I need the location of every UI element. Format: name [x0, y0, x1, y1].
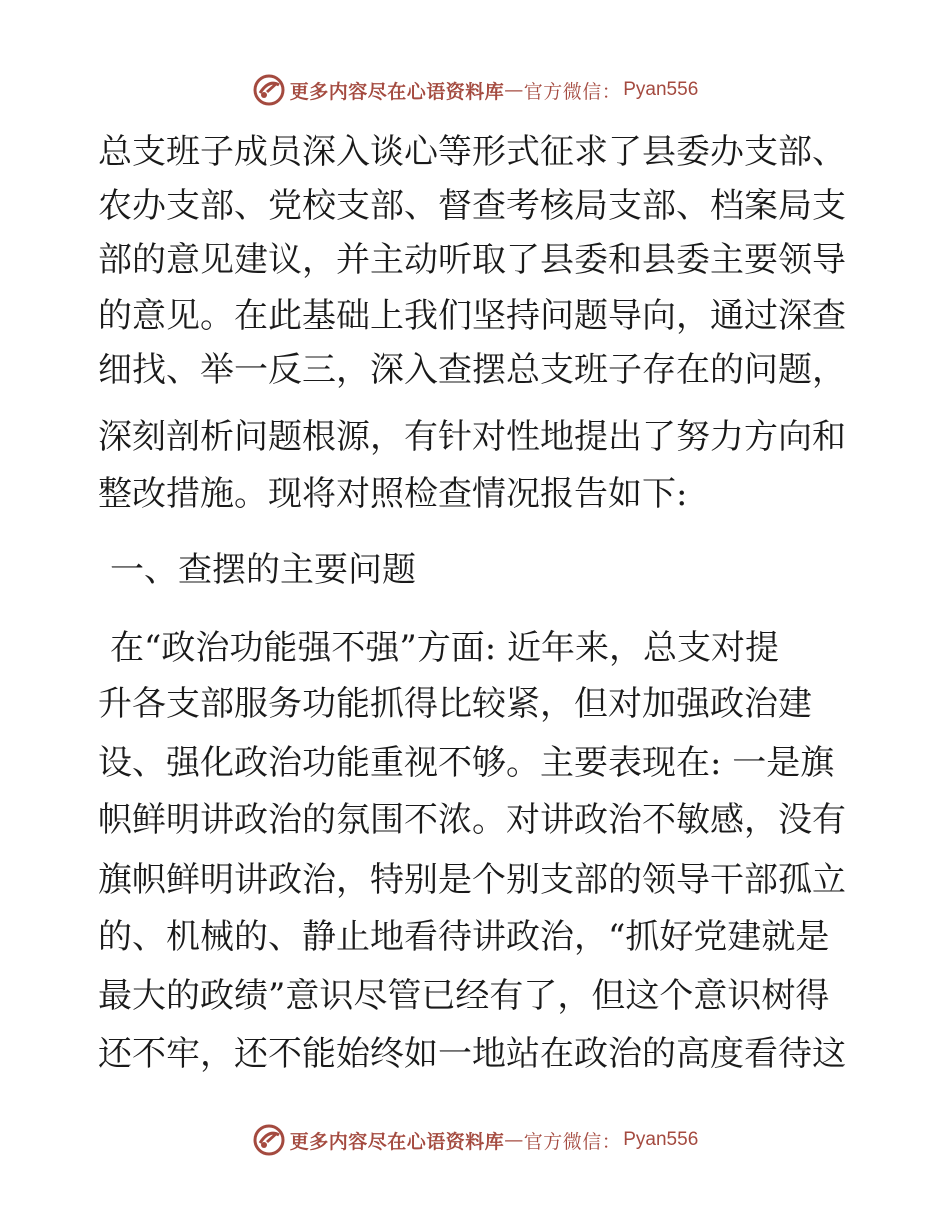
text-line: 设、强化政治功能重视不够。主要表现在: 一是旗: [98, 743, 835, 783]
watermark-wechat-label: 官方微信：: [523, 1130, 622, 1153]
text-line: 帜鲜明讲政治的氛围不浓。对讲政治不敏感，没有: [98, 800, 846, 840]
text-line: 部的意见建议，并主动听取了县委和县委主要领导: [98, 240, 846, 280]
text-line: 农办支部、党校支部、督查考核局支部、档案局支: [98, 186, 846, 226]
section-heading: 一、查摆的主要问题: [110, 550, 416, 590]
watermark-dash: —: [504, 1129, 524, 1151]
text-line: 升各支部服务功能抓得比较紧，但对加强政治建: [98, 684, 812, 724]
text-line: 还不牢，还不能始终如一地站在政治的高度看待这: [98, 1034, 846, 1074]
text-line: 的意见。在此基础上我们坚持问题导向，通过深查: [98, 296, 846, 336]
header-watermark: [0, 70, 950, 110]
text-line: 在“政治功能强不强”方面: 近年来，总支对提: [110, 628, 780, 668]
watermark-wechat-label: 官方微信：: [523, 80, 622, 103]
text-line: 整改措施。现将对照检查情况报告如下:: [98, 474, 688, 514]
text-line: 的、机械的、静止地看待讲政治，“抓好党建就是: [98, 917, 830, 957]
text-line: 细找、举一反三，深入查摆总支班子存在的问题，: [98, 350, 846, 390]
watermark-text: 更多内容尽在心语资料库: [289, 80, 505, 103]
text-line: 最大的政绩”意识尽管已经有了，但这个意识树得: [98, 976, 830, 1016]
text-line: 总支班子成员深入谈心等形式征求了县委办支部、: [98, 132, 846, 172]
watermark-text: 更多内容尽在心语资料库: [289, 1130, 505, 1153]
text-line: 旗帜鲜明讲政治，特别是个别支部的领导干部孤立: [98, 860, 846, 900]
watermark-dash: —: [504, 79, 524, 101]
watermark-wechat-id: Pyan556: [623, 1129, 699, 1150]
footer-watermark: [0, 1120, 950, 1160]
text-line: 深刻剖析问题根源，有针对性地提出了努力方向和: [98, 417, 846, 457]
watermark-wechat-id: Pyan556: [623, 79, 699, 100]
logo-icon: [252, 73, 286, 107]
logo-icon: [252, 1123, 286, 1157]
